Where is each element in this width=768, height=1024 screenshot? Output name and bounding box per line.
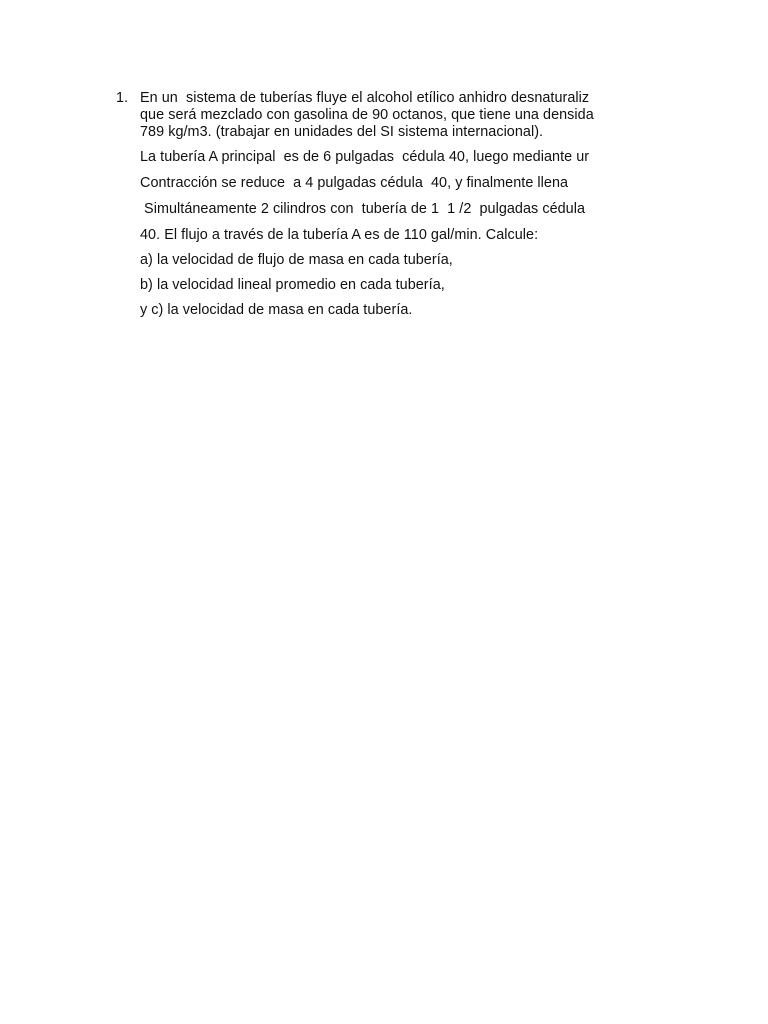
text-line-5: Contracción se reduce a 4 pulgadas cédula 40, y finalmente llena — [140, 175, 569, 191]
text-line-9: b) la velocidad lineal promedio en cada tubería, — [140, 277, 445, 293]
text-line-2: que será mezclado con gasolina de 90 octanos, que tiene una densida — [140, 107, 594, 123]
text-line-1: En un sistema de tuberías fluye el alcohol etílico anhidro desnaturaliz — [140, 90, 590, 106]
text-line-10: y c) la velocidad de masa en cada tubería. — [140, 302, 413, 318]
text-line-6: Simultáneamente 2 cilindros con tubería de 1 1 /2 pulgadas cédula — [140, 201, 586, 217]
text-line-7: 40. El flujo a través de la tubería A es de 110 gal/min. Calcule: — [140, 227, 539, 243]
text-line-4: La tubería A principal es de 6 pulgadas cédula 40, luego mediante ur — [140, 149, 590, 165]
text-line-8: a) la velocidad de flujo de masa en cada tubería, — [140, 252, 453, 268]
item-number: 1. — [116, 90, 129, 106]
text-line-3: 789 kg/m3. (trabajar en unidades del SI sistema internacional). — [140, 124, 544, 140]
